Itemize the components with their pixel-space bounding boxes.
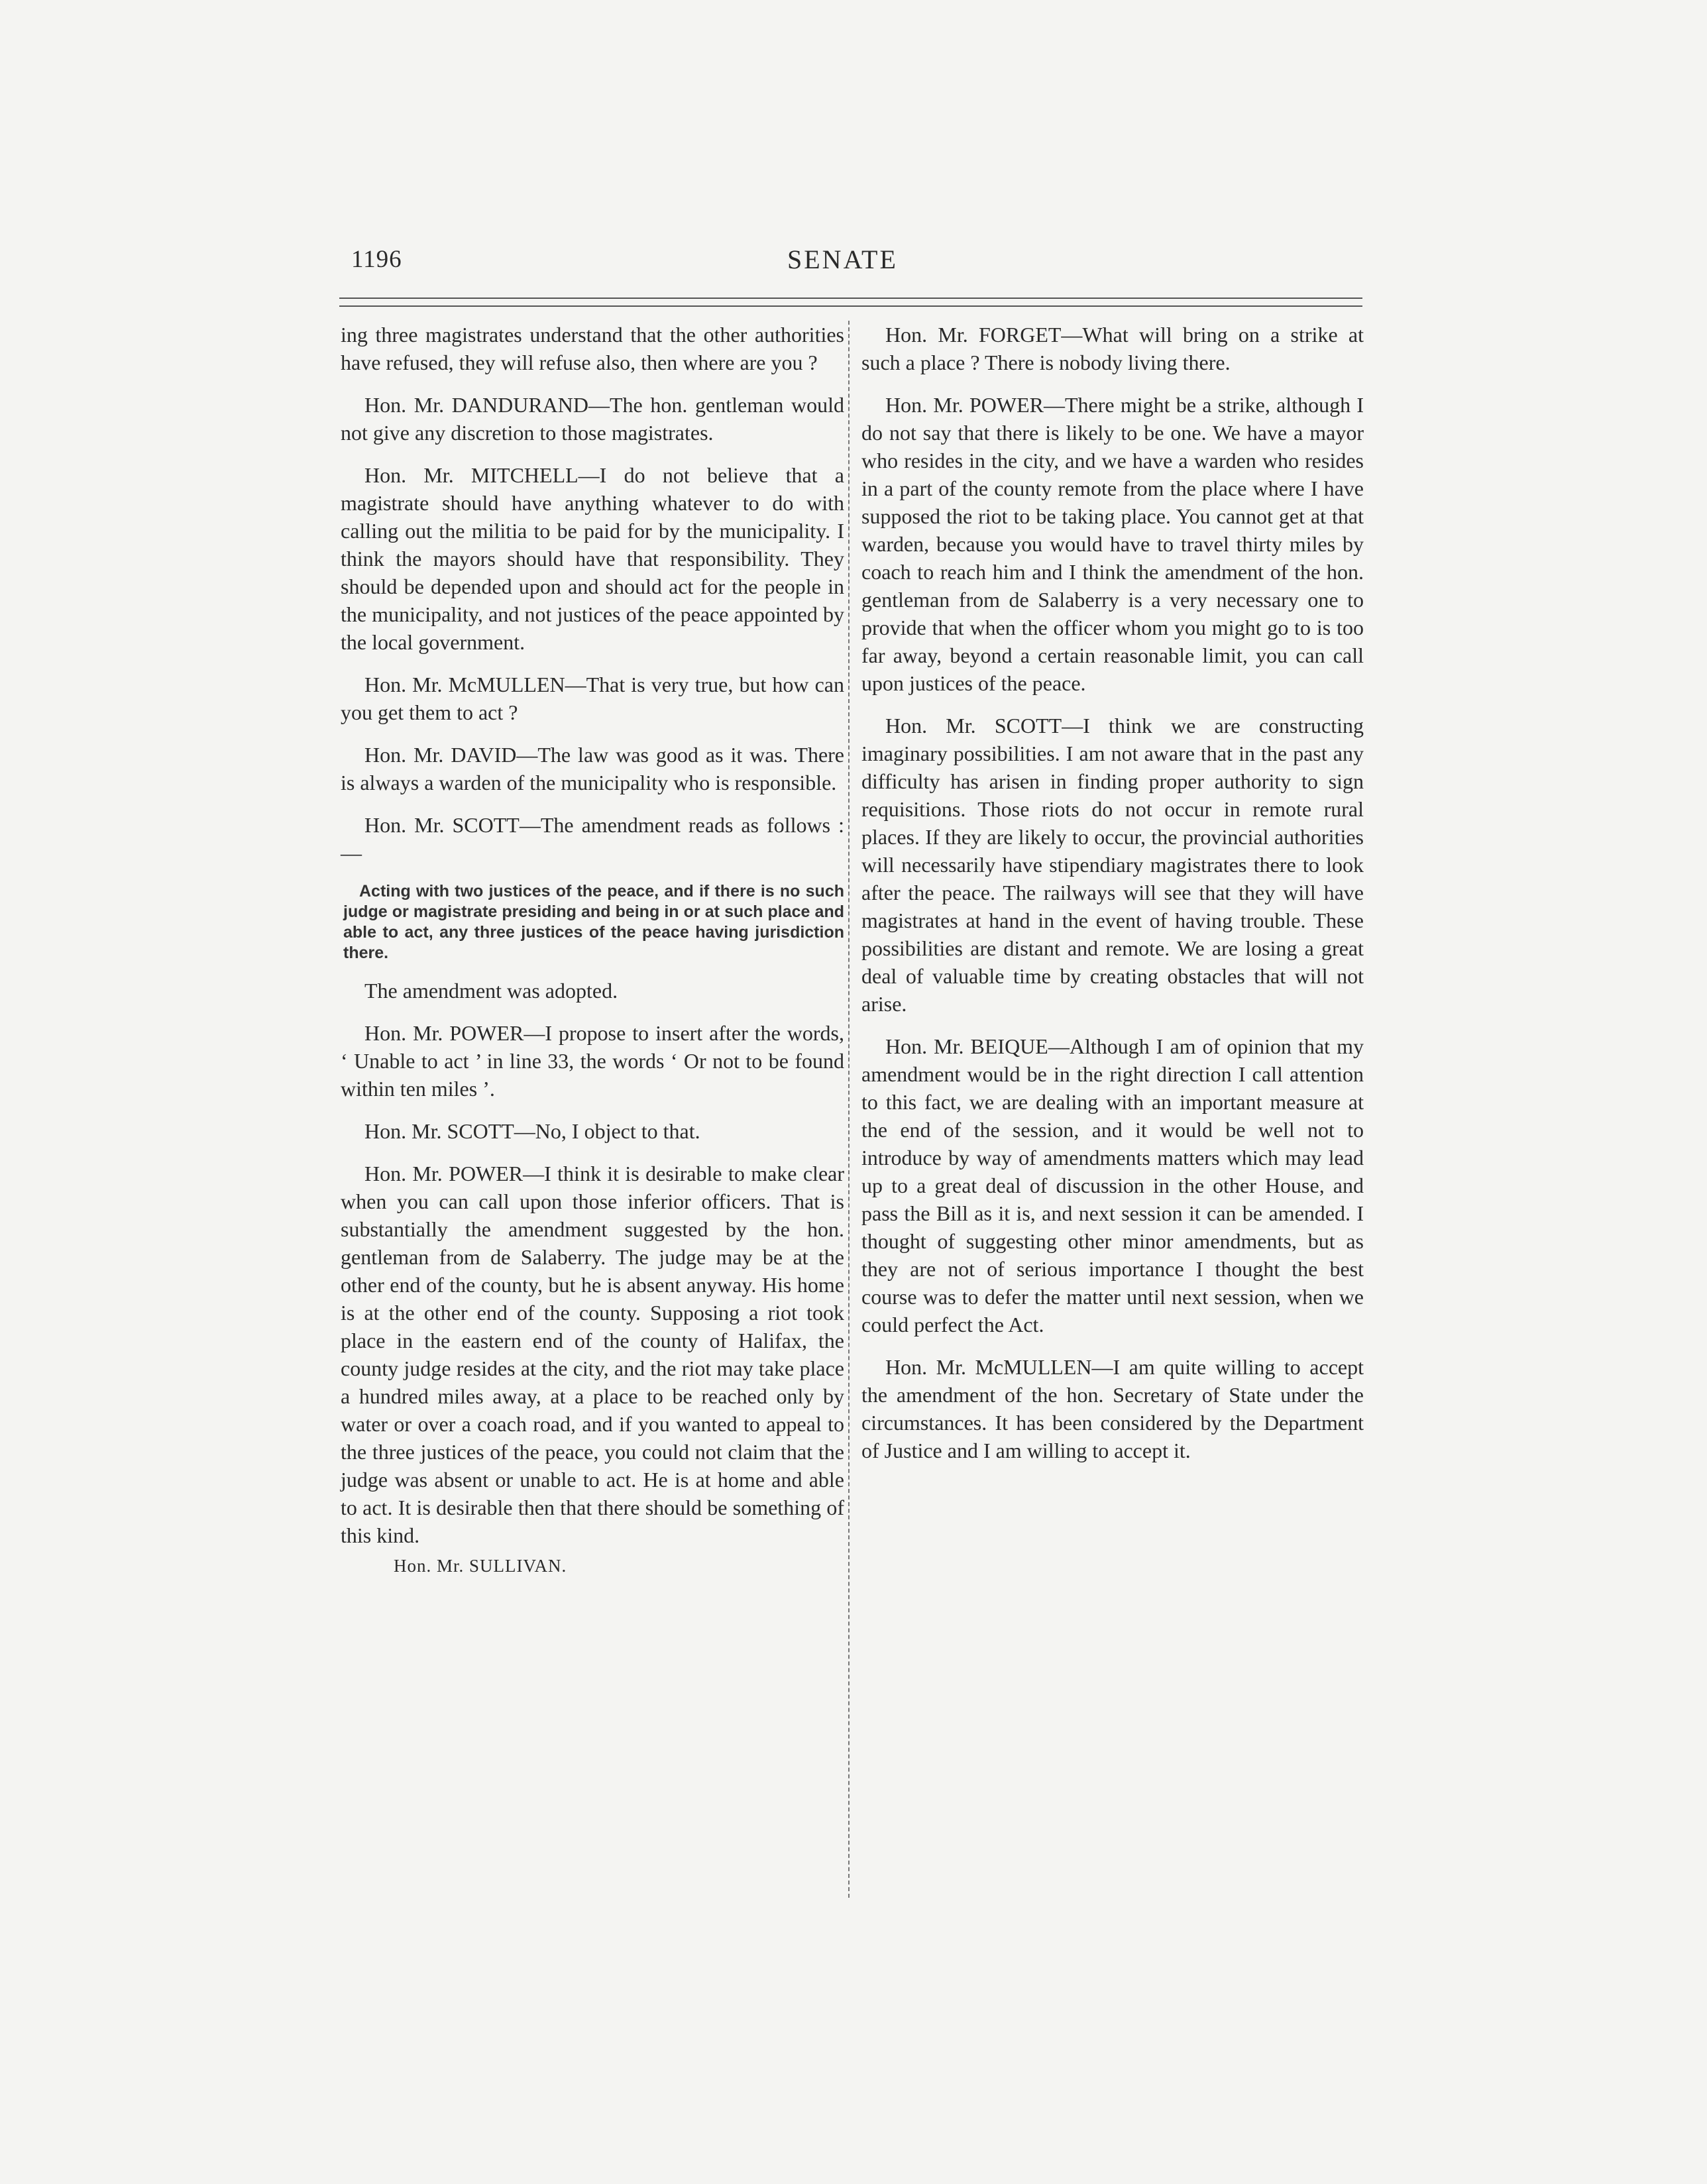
paragraph: Hon. Mr. SCOTT—No, I object to that.	[364, 1119, 700, 1143]
left-column	[341, 321, 844, 1594]
paragraph: Hon. Mr. POWER—There might be a strike, although I do not say that there is likely to be one. We have a mayor who resides in the city, and we have a warden who resides in a part of the county remote from the place where I have supposed the riot to be taking place. You cannot get at that warden, because you would have to travel thirty miles by coach to reach him and I think the amendment of the hon. gentleman from de Salaberry is a very necessary one to provide that when the officer whom you might go to is too far away, beyond a certain reasonable limit, you can call upon justices of the peace.	[861, 393, 1364, 695]
running-head: SENATE	[787, 245, 898, 274]
header-rule-top	[339, 298, 1362, 299]
catchword: Hon. Mr. SULLIVAN.	[394, 1556, 567, 1576]
paragraph: Hon. Mr. SCOTT—The amendment reads as follows :—	[341, 813, 844, 865]
paragraph: Hon. Mr. POWER—I propose to insert after the words, ‘ Unable to act ’ in line 33, the words ‘ Or not to be found within ten miles ’.	[341, 1021, 844, 1101]
paragraph: Hon. Mr. DANDURAND—The hon. gentleman would not give any discretion to those magistrates.	[341, 393, 844, 445]
paragraph: Hon. Mr. DAVID—The law was good as it was. There is always a warden of the municipality who is responsible.	[341, 743, 844, 794]
paragraph: ing three magistrates understand that the other authorities have refused, they will refuse also, then where are you ?	[341, 323, 844, 374]
paragraph: Hon. Mr. POWER—I think it is desirable to make clear when you can call upon those inferior officers. That is substantially the amendment suggested by the hon. gentleman from de Salaberry. The judge may be at the other end of the county, but he is absent anyway. His home is at the other end of the county. Supposing a riot took place in the eastern end of the county of Halifax, the county judge resides at the city, and the riot may take place a hundred miles away, at a place to be reached only by water or over a coach road, and if you wanted to appeal to the three justices of the peace, you could not claim that the judge was absent or unable to act. He is at home and able to act. It is desirable then that there should be something of this kind.	[341, 1162, 844, 1547]
column-divider	[848, 321, 850, 1898]
paragraph: Hon. Mr. McMULLEN—That is very true, but how can you get them to act ?	[341, 673, 844, 724]
paragraph: The amendment was adopted.	[364, 979, 618, 1003]
paragraph: Hon. Mr. FORGET—What will bring on a strike at such a place ? There is nobody living there.	[861, 323, 1364, 374]
paragraph: Hon. Mr. MITCHELL—I do not believe that a magistrate should have anything whatever to do with calling out the militia to be paid for by the municipality. I think the mayors should have that responsibility. They should be depended upon and should act for the people in the municipality, and not justices of the peace appointed by the local government.	[341, 463, 844, 654]
amendment-quote: Acting with two justices of the peace, and if there is no such judge or magistrate presiding and being in or at such place and able to act, any three justices of the peace having jurisdiction there.	[343, 882, 844, 962]
paragraph: Hon. Mr. SCOTT—I think we are constructing imaginary possibilities. I am not aware that in the past any difficulty has arisen in finding proper authority to sign requisitions. Those riots do not occur in remote rural places. If they are likely to occur, the provincial authorities will necessarily have stipendiary magistrates there to look after the peace. The railways will see that they will have magistrates at hand in the event of having trouble. These possibilities are distant and remote. We are losing a great deal of valuable time by creating obstacles that will not arise.	[861, 714, 1364, 1016]
paragraph: Hon. Mr. McMULLEN—I am quite willing to accept the amendment of the hon. Secretary of State under the circumstances. It has been considered by the Department of Justice and I am willing to accept it.	[861, 1355, 1364, 1462]
right-column	[861, 321, 1364, 1479]
paragraph: Hon. Mr. BEIQUE—Although I am of opinion that my amendment would be in the right direction I call attention to this fact, we are dealing with an important measure at the end of the session, and it would be well not to introduce by way of amendments matters which may lead up to a great deal of discussion in the other House, and pass the Bill as it is, and next session it can be amended. I thought of suggesting other minor amendments, but as they are not of serious importance I thought the best course was to defer the matter until next session, when we could perfect the Act.	[861, 1034, 1364, 1337]
header-rule-bottom	[339, 305, 1362, 307]
page-number: 1196	[351, 246, 402, 273]
